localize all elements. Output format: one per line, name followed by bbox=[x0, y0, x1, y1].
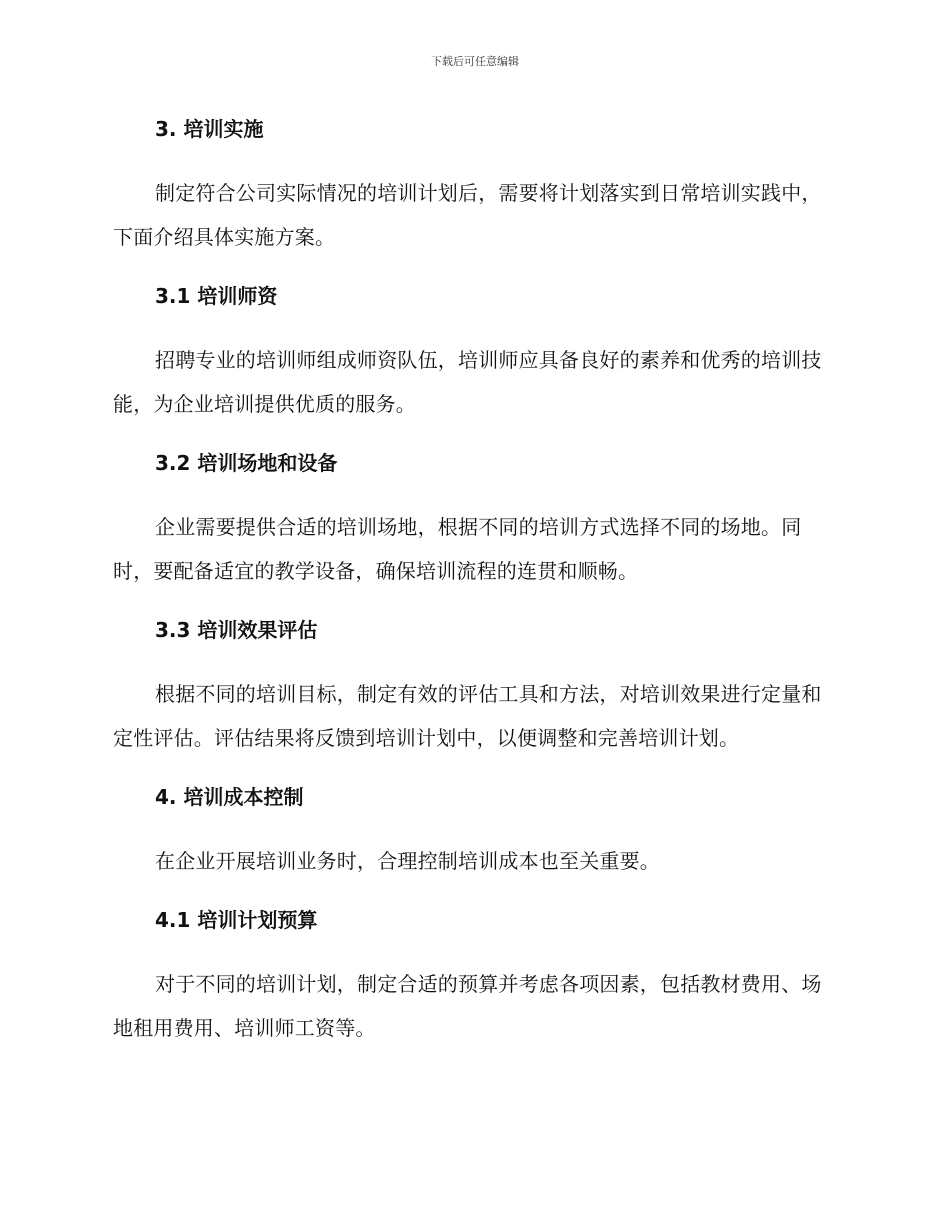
section-paragraph-4-1: 对于不同的培训计划，制定合适的预算并考虑各项因素，包括教材费用、场地租用费用、培训师工资等。 bbox=[113, 972, 822, 1040]
page-header-note: 下载后可任意编辑 bbox=[431, 55, 519, 68]
section-paragraph-4: 在企业开展培训业务时，合理控制培训成本也至关重要。 bbox=[155, 849, 660, 873]
section-heading-3-2: 3.2 培训场地和设备 bbox=[155, 451, 338, 475]
section-paragraph-3-1: 招聘专业的培训师组成师资队伍，培训师应具备良好的素养和优秀的培训技能，为企业培训提供优质的服务。 bbox=[113, 348, 822, 416]
section-paragraph-3-2: 企业需要提供合适的培训场地，根据不同的培训方式选择不同的场地。同时，要配备适宜的教学设备，确保培训流程的连贯和顺畅。 bbox=[113, 515, 802, 583]
section-heading-3-3: 3.3 培训效果评估 bbox=[155, 618, 318, 642]
section-heading-4-1: 4.1 培训计划预算 bbox=[155, 908, 318, 932]
section-heading-3-1: 3.1 培训师资 bbox=[155, 284, 278, 308]
section-heading-3: 3. 培训实施 bbox=[155, 117, 264, 141]
section-paragraph-3: 制定符合公司实际情况的培训计划后，需要将计划落实到日常培训实践中，下面介绍具体实施方案。 bbox=[113, 181, 822, 249]
section-heading-4: 4. 培训成本控制 bbox=[155, 785, 304, 809]
document-body bbox=[113, 112, 837, 1050]
section-paragraph-3-3: 根据不同的培训目标，制定有效的评估工具和方法，对培训效果进行定量和定性评估。评估结果将反馈到培训计划中，以便调整和完善培训计划。 bbox=[113, 682, 822, 750]
